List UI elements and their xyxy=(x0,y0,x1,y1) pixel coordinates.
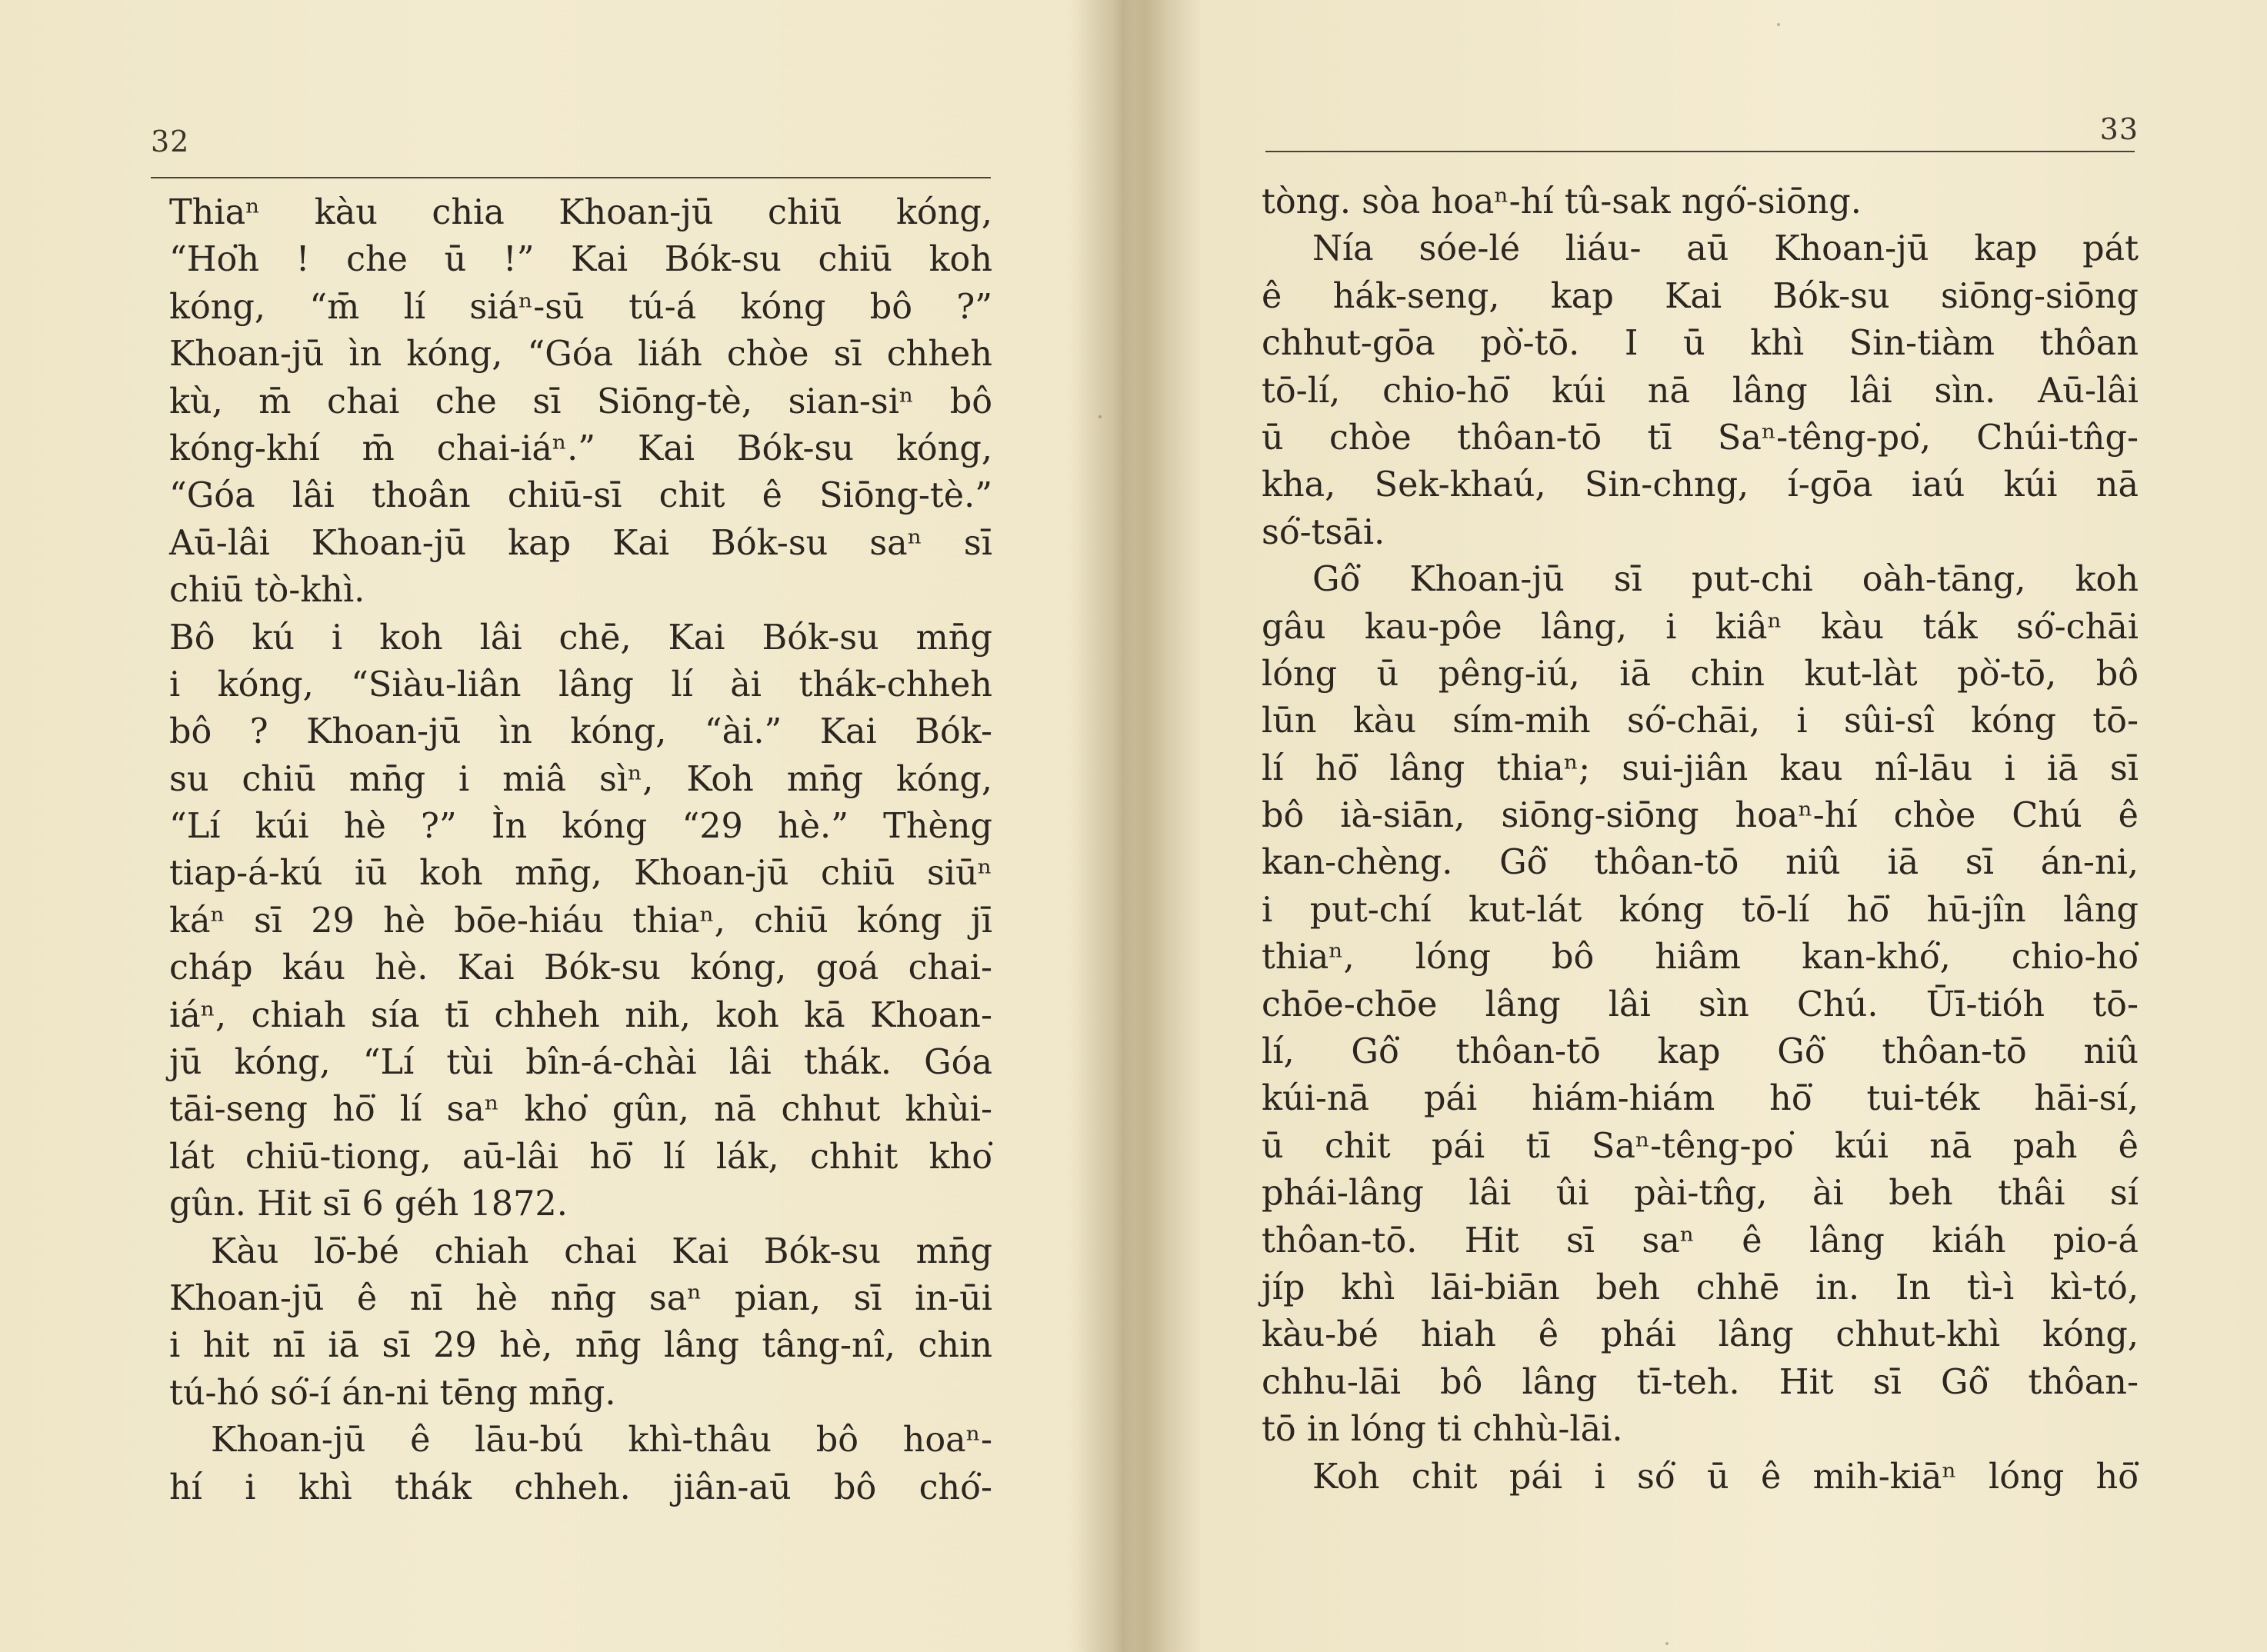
text-line: i put-chí kut-lát kóng tō-lí hō͘ hū-jîn lâng xyxy=(1262,890,2139,930)
text-line: Kàu lō͘-bé chiah chai Kai Bók-su mn̄g xyxy=(211,1231,992,1271)
text-line: chōe-chōe lâng lâi sìn Chú. Ūī-tióh tō- xyxy=(1262,984,2139,1024)
text-line: phái-lâng lâi ûi pài-tn̂g, ài beh thâi sí xyxy=(1262,1174,2139,1214)
text-line: lí, Gô͘ thôan-tō kap Gô͘ thôan-tō niû xyxy=(1262,1032,2139,1072)
text-line: bô ? Khoan-jū ìn kóng, “ài.” Kai Bók- xyxy=(169,712,992,752)
text-line: “Lí kúi hè ?” Ìn kóng “29 hè.” Thèng xyxy=(169,807,992,847)
text-line: chhu-lāi bô lâng tī-teh. Hit sī Gô͘ thôan- xyxy=(1262,1362,2139,1402)
text-line: Khoan-jū ê nī hè nn̄g saⁿ pian, sī in-ūi xyxy=(169,1278,992,1318)
paper-speck xyxy=(1777,23,1780,26)
text-line: tòng. sòa hoaⁿ-hí tû-sak ngó͘-siōng. xyxy=(1262,182,1862,221)
right-page xyxy=(1154,0,2267,1652)
text-line: hí i khì thák chheh. jiân-aū bô chó͘- xyxy=(169,1467,992,1507)
text-line: Aū-lâi Khoan-jū kap Kai Bók-su saⁿ sī xyxy=(169,523,992,563)
text-line: kù, m̄ chai che sī Siōng-tè, sian-siⁿ bô xyxy=(169,381,992,421)
text-line: kha, Sek-khaú, Sin-chng, í-gōa iaú kúi nā xyxy=(1262,465,2139,505)
text-line: i kóng, “Siàu-liân lâng lí ài thák-chheh xyxy=(169,664,992,704)
text-line: i hit nī iā sī 29 hè, nn̄g lâng tâng-nî, chin xyxy=(169,1326,992,1366)
text-line: lóng ū pêng-iú, iā chin kut-làt pò͘-tō, bô xyxy=(1262,654,2139,694)
text-line: Nía sóe-lé liáu- aū Khoan-jū kap pát xyxy=(1312,229,2139,269)
text-line: Koh chit pái i só͘ ū ê mih-kiāⁿ lóng hō͘ xyxy=(1312,1457,2139,1497)
page-number-left: 32 xyxy=(151,125,190,158)
text-line: tāi-seng hō͘ lí saⁿ kho͘ gûn, nā chhut khùi- xyxy=(169,1090,992,1130)
text-line: gûn. Hit sī 6 géh 1872. xyxy=(169,1184,568,1224)
text-line: só͘-tsāi. xyxy=(1262,512,1385,552)
right-page-text xyxy=(1262,178,2139,1500)
header-rule-right xyxy=(1265,151,2135,152)
left-page-text xyxy=(169,189,992,1511)
text-line: tú-hó só͘-í án-ni tēng mn̄g. xyxy=(169,1373,616,1413)
text-line: “Góa lâi thoân chiū-sī chit ê Siōng-tè.” xyxy=(169,476,992,516)
text-line: ū chòe thôan-tō tī Saⁿ-têng-po͘, Chúi-tn̂g- xyxy=(1262,418,2139,458)
text-line: Thiaⁿ kàu chia Khoan-jū chiū kóng, xyxy=(169,193,992,232)
text-line: tiap-á-kú iū koh mn̄g, Khoan-jū chiū siūⁿ xyxy=(169,854,992,894)
text-line: Bô kú i koh lâi chē, Kai Bók-su mn̄g xyxy=(169,618,992,658)
text-line: kúi-nā pái hiám-hiám hō͘ tui-ték hāi-sí, xyxy=(1262,1079,2139,1119)
text-line: “Ho͘h ! che ū !” Kai Bók-su chiū koh xyxy=(169,240,992,280)
text-line: jū kóng, “Lí tùi bîn-á-chài lâi thák. Góa xyxy=(169,1043,992,1083)
page-number-right: 33 xyxy=(2099,112,2139,146)
text-line: Gô͘ Khoan-jū sī put-chi oàh-tāng, koh xyxy=(1312,560,2139,600)
text-line: kan-chèng. Gô͘ thôan-tō niû iā sī án-ni, xyxy=(1262,843,2139,883)
text-line: cháp káu hè. Kai Bók-su kóng, goá chai- xyxy=(169,948,992,988)
text-line: lí hō͘ lâng thiaⁿ; sui-jiân kau nî-lāu i iā sī xyxy=(1262,748,2139,788)
text-line: Khoan-jū ê lāu-bú khì-thâu bô hoaⁿ- xyxy=(211,1421,992,1460)
text-line: iáⁿ, chiah sía tī chheh nih, koh kā Khoan- xyxy=(169,995,992,1035)
text-line: bô ià-siān, siōng-siōng hoaⁿ-hí chòe Chú ê xyxy=(1262,796,2139,836)
text-line: jíp khì lāi-biān beh chhē in. In tì-ì kì-tó, xyxy=(1262,1267,2139,1307)
text-line: chhut-gōa pò͘-tō. I ū khì Sin-tiàm thôan xyxy=(1262,324,2139,364)
text-line: gâu kau-pôe lâng, i kiâⁿ kàu ták só͘-chāi xyxy=(1262,607,2139,647)
text-line: thôan-tō. Hit sī saⁿ ê lâng kiáh pio-á xyxy=(1262,1221,2139,1261)
text-line: tō-lí, chio-hō͘ kúi nā lâng lâi sìn. Aū-lâi xyxy=(1262,371,2139,411)
text-line: su chiū mn̄g i miâ sìⁿ, Koh mn̄g kóng, xyxy=(169,759,992,799)
text-line: tō in lóng ti chhù-lāi. xyxy=(1262,1410,1623,1450)
text-line: ū chit pái tī Saⁿ-têng-po͘ kúi nā pah ê xyxy=(1262,1126,2139,1166)
text-line: ê hák-seng, kap Kai Bók-su siōng-siōng xyxy=(1262,276,2139,316)
text-line: káⁿ sī 29 hè bōe-hiáu thiaⁿ, chiū kóng jī xyxy=(169,901,992,941)
text-line: lát chiū-tiong, aū-lâi hō͘ lí lák, chhit kho͘ xyxy=(169,1137,992,1177)
left-page xyxy=(0,0,1100,1652)
text-line: Khoan-jū ìn kóng, “Góa liáh chòe sī chheh xyxy=(169,335,992,375)
header-rule-left xyxy=(151,177,991,178)
paper-speck xyxy=(1098,415,1102,418)
text-line: kóng, “m̄ lí siáⁿ-sū tú-á kóng bô ?” xyxy=(169,287,992,327)
text-line: chiū tò-khì. xyxy=(169,571,365,611)
text-line: lūn kàu sím-mih só͘-chāi, i sûi-sî kóng tō- xyxy=(1262,701,2139,741)
text-line: kóng-khí m̄ chai-iáⁿ.” Kai Bók-su kóng, xyxy=(169,428,992,468)
text-line: thiaⁿ, lóng bô hiâm kan-khó͘, chio-ho͘ xyxy=(1262,938,2139,978)
paper-speck xyxy=(1665,1642,1669,1645)
text-line: kàu-bé hiah ê phái lâng chhut-khì kóng, xyxy=(1262,1315,2139,1355)
